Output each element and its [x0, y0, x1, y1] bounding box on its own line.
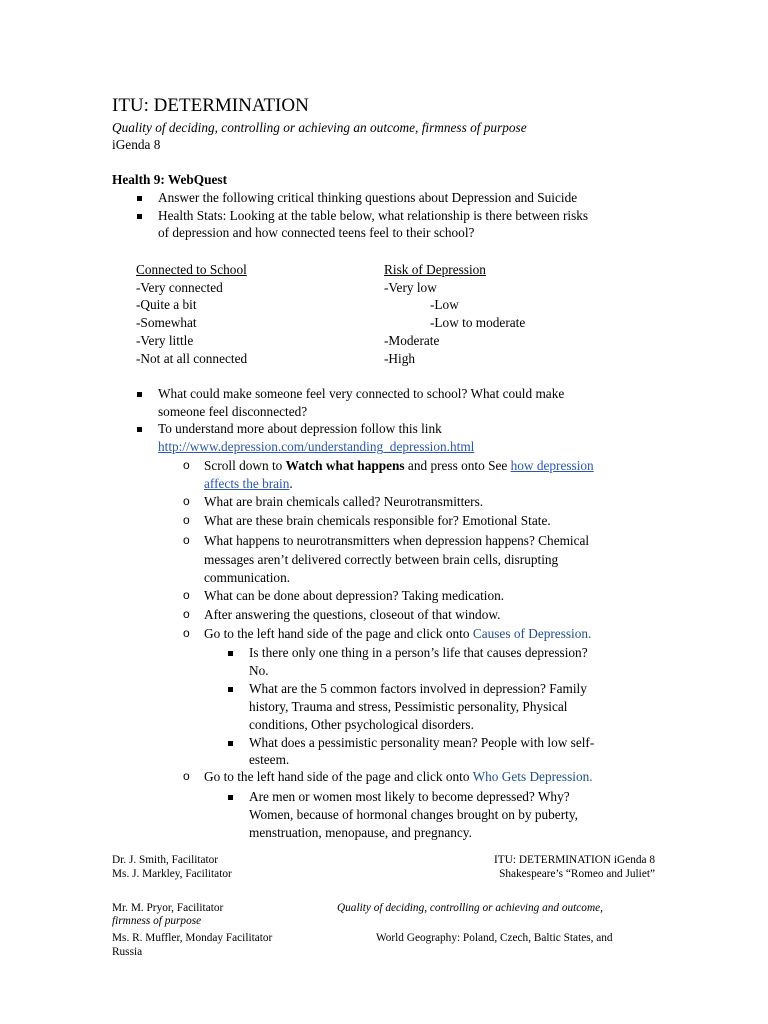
table-cell: -Very low: [384, 280, 437, 295]
circle-bullet-icon: o: [183, 513, 190, 527]
step-text: [204, 475, 293, 492]
affects-brain-link[interactable]: affects the brain: [204, 476, 290, 491]
circle-bullet-icon: o: [183, 533, 190, 547]
bullet-icon: [137, 214, 142, 219]
table-cell: -Very little: [136, 333, 194, 348]
footer-facilitator: Ms. R. Muffler, Monday Facilitator: [112, 932, 273, 944]
bullet-icon: [137, 392, 142, 397]
watch-what-happens-label: Watch what happens: [285, 458, 405, 473]
step-text: communication.: [204, 570, 291, 585]
how-depression-link[interactable]: how depression: [510, 458, 594, 473]
footer-facilitator: Ms. J. Markley, Facilitator: [112, 868, 232, 880]
bullet-icon: [228, 795, 233, 800]
bullet-icon: [137, 427, 142, 432]
sub-item-text: What does a pessimistic personality mean? People with low self-: [249, 735, 595, 750]
bullet-icon: [228, 651, 233, 656]
table-header-connected: Connected to School: [136, 262, 247, 277]
table-cell: -Somewhat: [136, 315, 197, 330]
footer-facilitator: Dr. J. Smith, Facilitator: [112, 854, 219, 866]
step-text: [204, 768, 593, 785]
circle-bullet-icon: o: [183, 607, 190, 621]
who-gets-depression-link[interactable]: Who Gets Depression.: [472, 769, 593, 784]
table-cell: -Low to moderate: [430, 315, 526, 330]
bullet-text: Answer the following critical thinking questions about Depression and Suicide: [158, 190, 578, 205]
question-text: To understand more about depression follow this link: [158, 421, 442, 436]
sub-item-text: menstruation, menopause, and pregnancy.: [249, 825, 472, 840]
sub-item-text: What are the 5 common factors involved in depression? Family: [249, 681, 587, 696]
step-text-part: Go to the left hand side of the page and click onto: [204, 769, 473, 784]
table-cell: -Quite a bit: [136, 297, 197, 312]
question-text: What could make someone feel very connected to school? What could make: [158, 386, 565, 401]
step-text-part: .: [289, 476, 293, 491]
footer-unit-definition: firmness of purpose: [112, 915, 202, 927]
step-text: messages aren’t delivered correctly between brain cells, disrupting: [204, 552, 559, 567]
step-text: What are brain chemicals called? Neurotransmitters.: [204, 494, 484, 509]
footer-unit-topic: Shakespeare’s “Romeo and Juliet”: [499, 868, 655, 880]
sub-item-text: history, Trauma and stress, Pessimistic personality, Physical: [249, 699, 568, 714]
circle-bullet-icon: o: [183, 458, 190, 472]
step-text: After answering the questions, closeout of that window.: [204, 607, 501, 622]
page-title: ITU: DETERMINATION: [112, 95, 309, 116]
circle-bullet-icon: o: [183, 494, 190, 508]
sub-item-text: esteem.: [249, 752, 290, 767]
step-text: What can be done about depression? Taking medication.: [204, 588, 505, 603]
circle-bullet-icon: o: [183, 769, 190, 783]
sub-item-text: No.: [249, 663, 269, 678]
bullet-icon: [137, 196, 142, 201]
step-text: What happens to neurotransmitters when depression happens? Chemical: [204, 533, 590, 548]
bullet-icon: [228, 741, 233, 746]
table-cell: -High: [384, 351, 416, 366]
bullet-text: Health Stats: Looking at the table below, what relationship is there between risks: [158, 208, 589, 223]
sub-item-text: Women, because of hormonal changes brought on by puberty,: [249, 807, 578, 822]
page-subtitle: Quality of deciding, controlling or achieving an outcome, firmness of purpose: [112, 120, 527, 135]
footer-unit-topic: World Geography: Poland, Czech, Baltic States, and: [376, 932, 613, 944]
table-cell: -Moderate: [384, 333, 440, 348]
step-text-part: Scroll down to: [204, 458, 286, 473]
step-text-part: Go to the left hand side of the page and click onto: [204, 626, 473, 641]
circle-bullet-icon: o: [183, 588, 190, 602]
footer-unit-title: ITU: DETERMINATION iGenda 8: [494, 854, 655, 866]
bullet-text: of depression and how connected teens feel to their school?: [158, 225, 475, 240]
causes-of-depression-link[interactable]: Causes of Depression.: [472, 626, 592, 641]
question-text: someone feel disconnected?: [158, 404, 308, 419]
step-text: What are these brain chemicals responsible for? Emotional State.: [204, 513, 551, 528]
step-text-part: and press onto See: [404, 458, 511, 473]
table-cell: -Very connected: [136, 280, 223, 295]
sub-item-text: Is there only one thing in a person’s life that causes depression?: [249, 645, 588, 660]
footer-unit-definition: Quality of deciding, controlling or achieving and outcome,: [337, 902, 603, 914]
sub-item-text: conditions, Other psychological disorders.: [249, 717, 474, 732]
table-header-risk: Risk of Depression: [384, 262, 486, 277]
footer-facilitator: Mr. M. Pryor, Facilitator: [112, 902, 224, 914]
bullet-icon: [228, 687, 233, 692]
sub-item-text: Are men or women most likely to become depressed? Why?: [249, 789, 570, 804]
step-text: [204, 625, 591, 642]
agenda-label: iGenda 8: [112, 137, 161, 152]
circle-bullet-icon: o: [183, 626, 190, 640]
table-cell: -Not at all connected: [136, 351, 248, 366]
table-cell: -Low: [430, 297, 459, 312]
footer-unit-topic: Russia: [112, 946, 143, 958]
depression-link[interactable]: http://www.depression.com/understanding_depression.html: [158, 439, 475, 454]
step-text: [204, 457, 594, 474]
section-heading: Health 9: WebQuest: [112, 172, 227, 187]
